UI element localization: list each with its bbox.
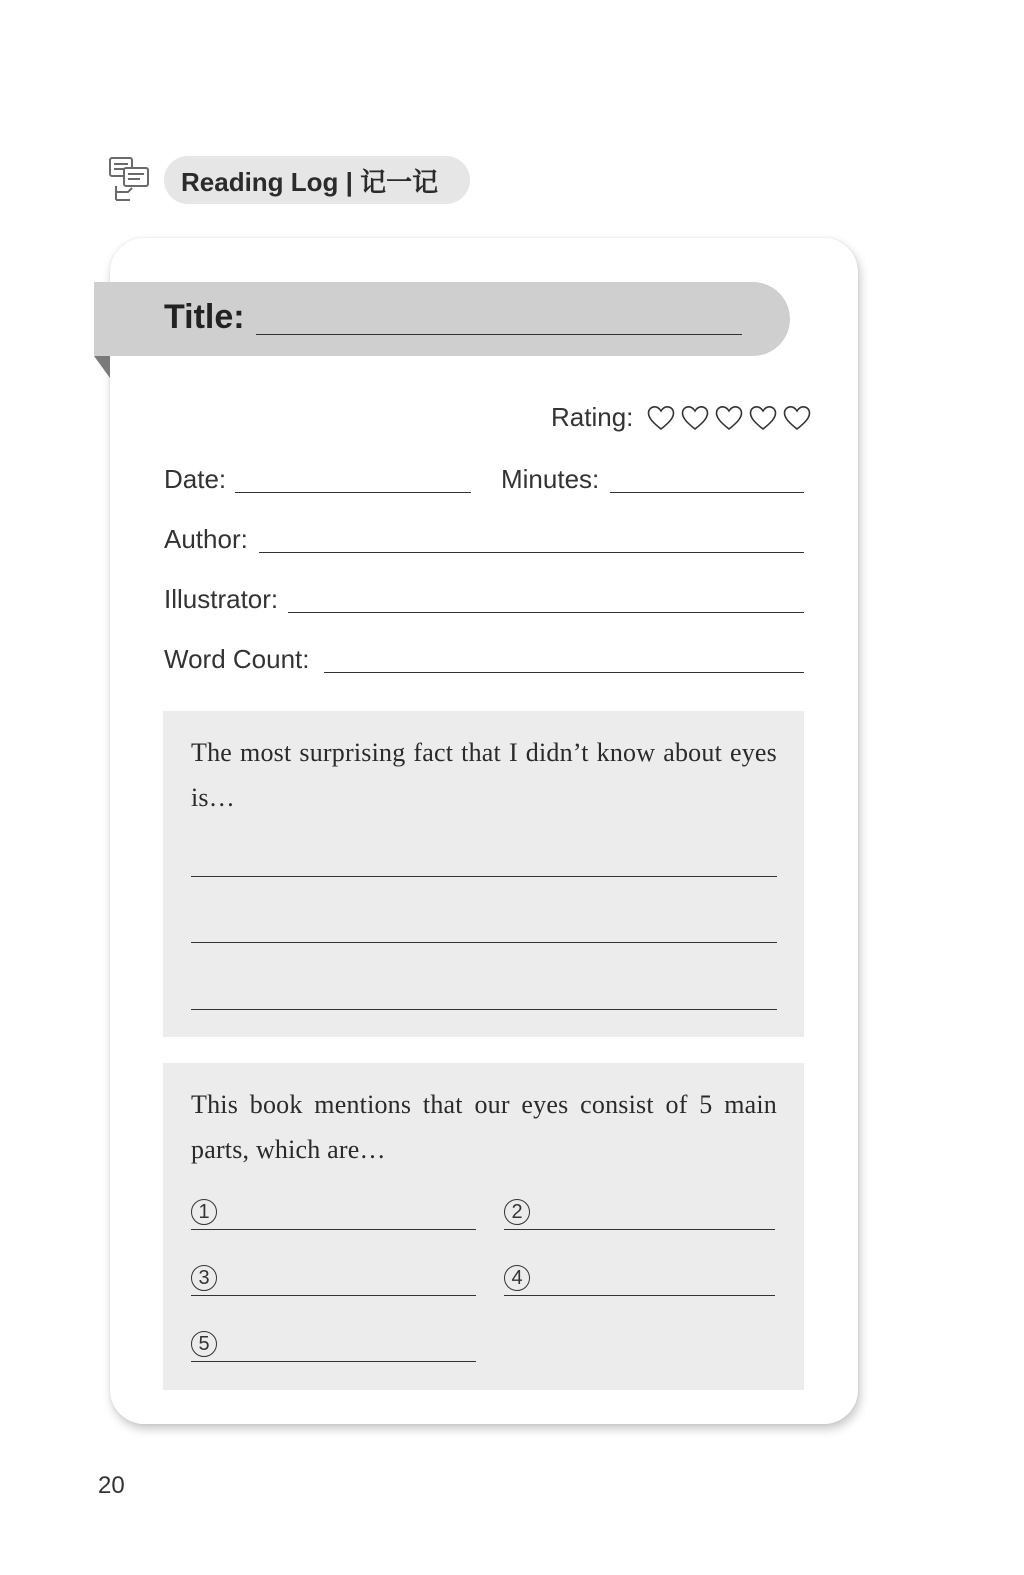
illustrator-label: Illustrator: xyxy=(164,584,279,614)
reading-log-heading xyxy=(164,156,470,204)
number-badge-5: 5 xyxy=(191,1331,217,1357)
part-input-line-3[interactable] xyxy=(191,1295,476,1296)
rating-row xyxy=(551,402,811,433)
answer-line[interactable] xyxy=(191,942,777,943)
word-count-input-line[interactable] xyxy=(324,672,804,673)
title-input-line[interactable] xyxy=(256,334,742,335)
part-input-line-5[interactable] xyxy=(191,1361,476,1362)
answer-line[interactable] xyxy=(191,1009,777,1010)
heart-icon[interactable] xyxy=(715,405,743,431)
title-band-fold xyxy=(94,356,110,378)
minutes-label: Minutes: xyxy=(501,464,600,494)
number-badge-1: 1 xyxy=(191,1199,217,1225)
heart-icon[interactable] xyxy=(647,405,675,431)
author-input-line[interactable] xyxy=(259,552,804,553)
answer-line[interactable] xyxy=(191,876,777,877)
title-label: Title: xyxy=(164,298,245,336)
heart-icon[interactable] xyxy=(749,405,777,431)
reading-log-heading-text: Reading Log | 记一记 xyxy=(181,166,439,197)
minutes-input-line[interactable] xyxy=(610,492,804,493)
number-badge-2: 2 xyxy=(504,1199,530,1225)
number-badge-4: 4 xyxy=(504,1265,530,1291)
illustrator-input-line[interactable] xyxy=(288,612,804,613)
part-input-line-2[interactable] xyxy=(504,1229,775,1230)
part-input-line-1[interactable] xyxy=(191,1229,476,1230)
heart-icon[interactable] xyxy=(681,405,709,431)
part-input-line-4[interactable] xyxy=(504,1295,775,1296)
heart-icon[interactable] xyxy=(783,405,811,431)
surprising-fact-prompt: The most surprising fact that I didn’t know about eyes is… xyxy=(191,738,777,812)
number-badge-3: 3 xyxy=(191,1265,217,1291)
author-label: Author: xyxy=(164,524,248,554)
rating-label: Rating: xyxy=(551,402,634,432)
eye-parts-prompt: This book mentions that our eyes consist of 5 main parts, which are… xyxy=(191,1090,777,1164)
date-label: Date: xyxy=(164,464,227,494)
reading-log-icon xyxy=(108,156,152,204)
date-input-line[interactable] xyxy=(235,492,471,493)
word-count-label: Word Count: xyxy=(164,644,310,674)
page-number: 20 xyxy=(98,1472,125,1499)
